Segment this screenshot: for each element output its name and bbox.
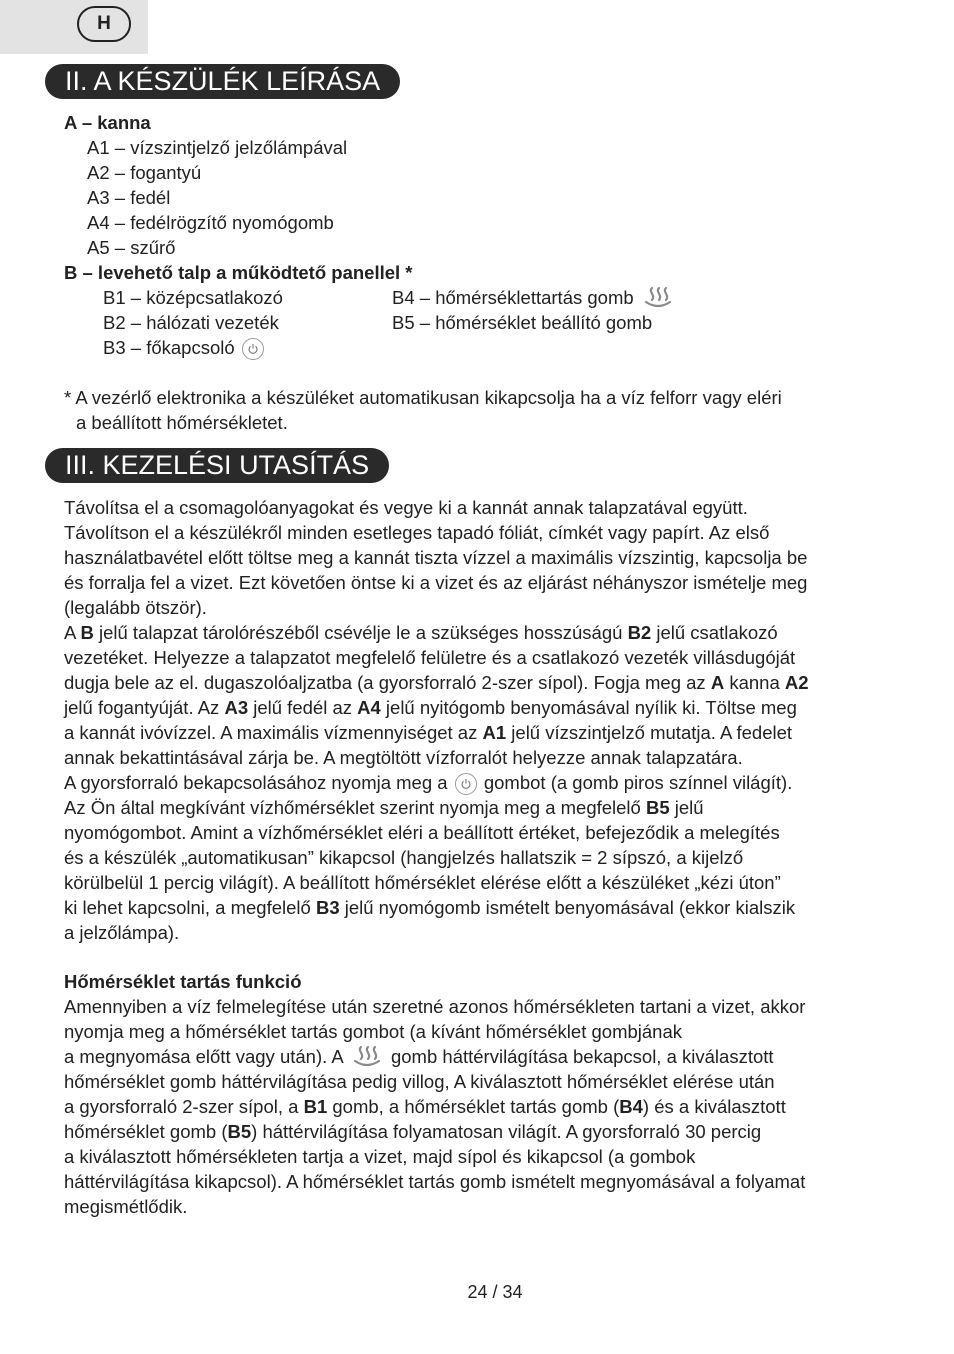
language-badge: H (77, 6, 131, 42)
paragraph-line: Távolítson el a készülékről minden esetleges tapadó fóliát, címkét vagy papírt. Az első (64, 522, 770, 543)
paragraph-line: a megnyomása előtt vagy után). A gomb háttérvilágítása bekapcsol, a kiválasztott (64, 1044, 774, 1075)
paragraph-line: jelű fogantyúját. Az A3 jelű fedél az A4 jelű nyitógomb benyomásával nyílik ki. Töltse meg (64, 697, 797, 718)
part-a3: A3 – fedél (87, 187, 171, 208)
paragraph-line: háttérvilágítása kikapcsol). A hőmérséklet tartás gomb ismételt megnyomásával a folyamat (64, 1171, 806, 1192)
paragraph-line: Távolítsa el a csomagolóanyagokat és vegye ki a kannát annak talapzatával együtt. (64, 497, 748, 518)
part-b3-label: B3 – főkapcsoló (103, 337, 235, 358)
part-b5: B5 – hőmérséklet beállító gomb (392, 312, 653, 333)
paragraph-line: nyomógombot. Amint a vízhőmérséklet eléri a beállított értéket, befejeződik a melegítés (64, 822, 780, 843)
section-title-device-description: II. A KÉSZÜLÉK LEÍRÁSA (45, 64, 400, 99)
power-icon (455, 773, 477, 795)
paragraph-line: körülbelül 1 percig világít). A beállított hőmérséklet elérése előtt a készüléket „kézi úton” (64, 872, 781, 893)
footnote-line-1: * A vezérlő elektronika a készüléket automatikusan kikapcsolja ha a víz felforr vagy eléri (64, 387, 782, 408)
paragraph-line: a jelzőlámpa). (64, 922, 180, 943)
paragraph-line: megismétlődik. (64, 1196, 188, 1217)
part-a2: A2 – fogantyú (87, 162, 202, 183)
paragraph-line: a kiválasztott hőmérsékleten tartja a vizet, majd sípol és kikapcsol (a gombok (64, 1146, 696, 1167)
part-b2: B2 – hálózati vezeték (103, 312, 279, 333)
paragraph-line: A B jelű talapzat tárolórészéből csévélje le a szükséges hosszúságú B2 jelű csatlakozó (64, 622, 778, 643)
paragraph-line: (legalább ötször). (64, 597, 207, 618)
paragraph-line: vezetéket. Helyezze a talapzatot megfelelő felületre és a csatlakozó vezeték villásdugóját (64, 647, 796, 668)
page-number: 24 / 34 (467, 1282, 523, 1302)
paragraph-line: Az Ön által megkívánt vízhőmérséklet szerint nyomja meg a megfelelő B5 jelű (64, 797, 704, 818)
paragraph-line: Amennyiben a víz felmelegítése után szeretné azonos hőmérsékleten tartani a vizet, akkor (64, 996, 806, 1017)
part-a5: A5 – szűrő (87, 237, 176, 258)
part-a4: A4 – fedélrögzítő nyomógomb (87, 212, 334, 233)
language-tab (0, 0, 148, 54)
part-b3 (103, 335, 266, 360)
paragraph-line: annak bekattintásával zárja be. A megtöltött vízforralót helyezze annak talapzatára. (64, 747, 743, 768)
section-title-operating-instructions: III. KEZELÉSI UTASÍTÁS (45, 448, 389, 483)
paragraph-line: a kannát ivóvízzel. A maximális vízmennyiséget az A1 jelű vízszintjelző mutatja. A fedelet (64, 722, 793, 743)
paragraph-line: hőmérséklet gomb háttérvilágítása pedig villog, A kiválasztott hőmérséklet elérése után (64, 1071, 775, 1092)
paragraph-line: ki lehet kapcsolni, a megfelelő B3 jelű nyomógomb ismételt benyomásával (ekkor kialszik (64, 897, 796, 918)
paragraph-line: dugja bele az el. dugaszolóaljzatba (a gyorsforraló 2-szer sípol). Fogja meg az A kanna A2 (64, 672, 809, 693)
part-b4-label: B4 – hőmérséklettartás gomb (392, 287, 634, 308)
part-b1: B1 – középcsatlakozó (103, 287, 283, 308)
keep-warm-heading: Hőmérséklet tartás funkció (64, 971, 302, 992)
footnote-line-2: a beállított hőmérsékletet. (76, 412, 288, 433)
paragraph-line: hőmérséklet gomb (B5) háttérvilágítása folyamatosan világít. A gyorsforraló 30 percig (64, 1121, 762, 1142)
paragraph-line: és a készülék „automatikusan” kikapcsol (hangjelzés hallatszik = 2 sípszó, a kijelző (64, 847, 744, 868)
paragraph-line: nyomja meg a hőmérséklet tartás gombot (a kívánt hőmérséklet gombjának (64, 1021, 682, 1042)
paragraph-line: a gyorsforraló 2-szer sípol, a B1 gomb, a hőmérséklet tartás gomb (B4) és a kiválasztott (64, 1096, 786, 1117)
paragraph-line: és forralja fel a vizet. Ezt követően öntse ki a vizet és az eljárást néhányszor ismételje meg (64, 572, 808, 593)
paragraph-line: A gyorsforraló bekapcsolásához nyomja meg a gombot (a gomb piros színnel világít). (64, 772, 793, 793)
part-b-heading: B – levehető talp a működtető panellel * (64, 262, 413, 283)
paragraph-line: használatbavétel előtt töltse meg a kannát tiszta vízzel a maximális vízszintig, kapcsolja be (64, 547, 808, 568)
part-a1: A1 – vízszintjelző jelzőlámpával (87, 137, 348, 158)
power-icon (242, 338, 264, 360)
part-a-heading: A – kanna (64, 112, 151, 133)
